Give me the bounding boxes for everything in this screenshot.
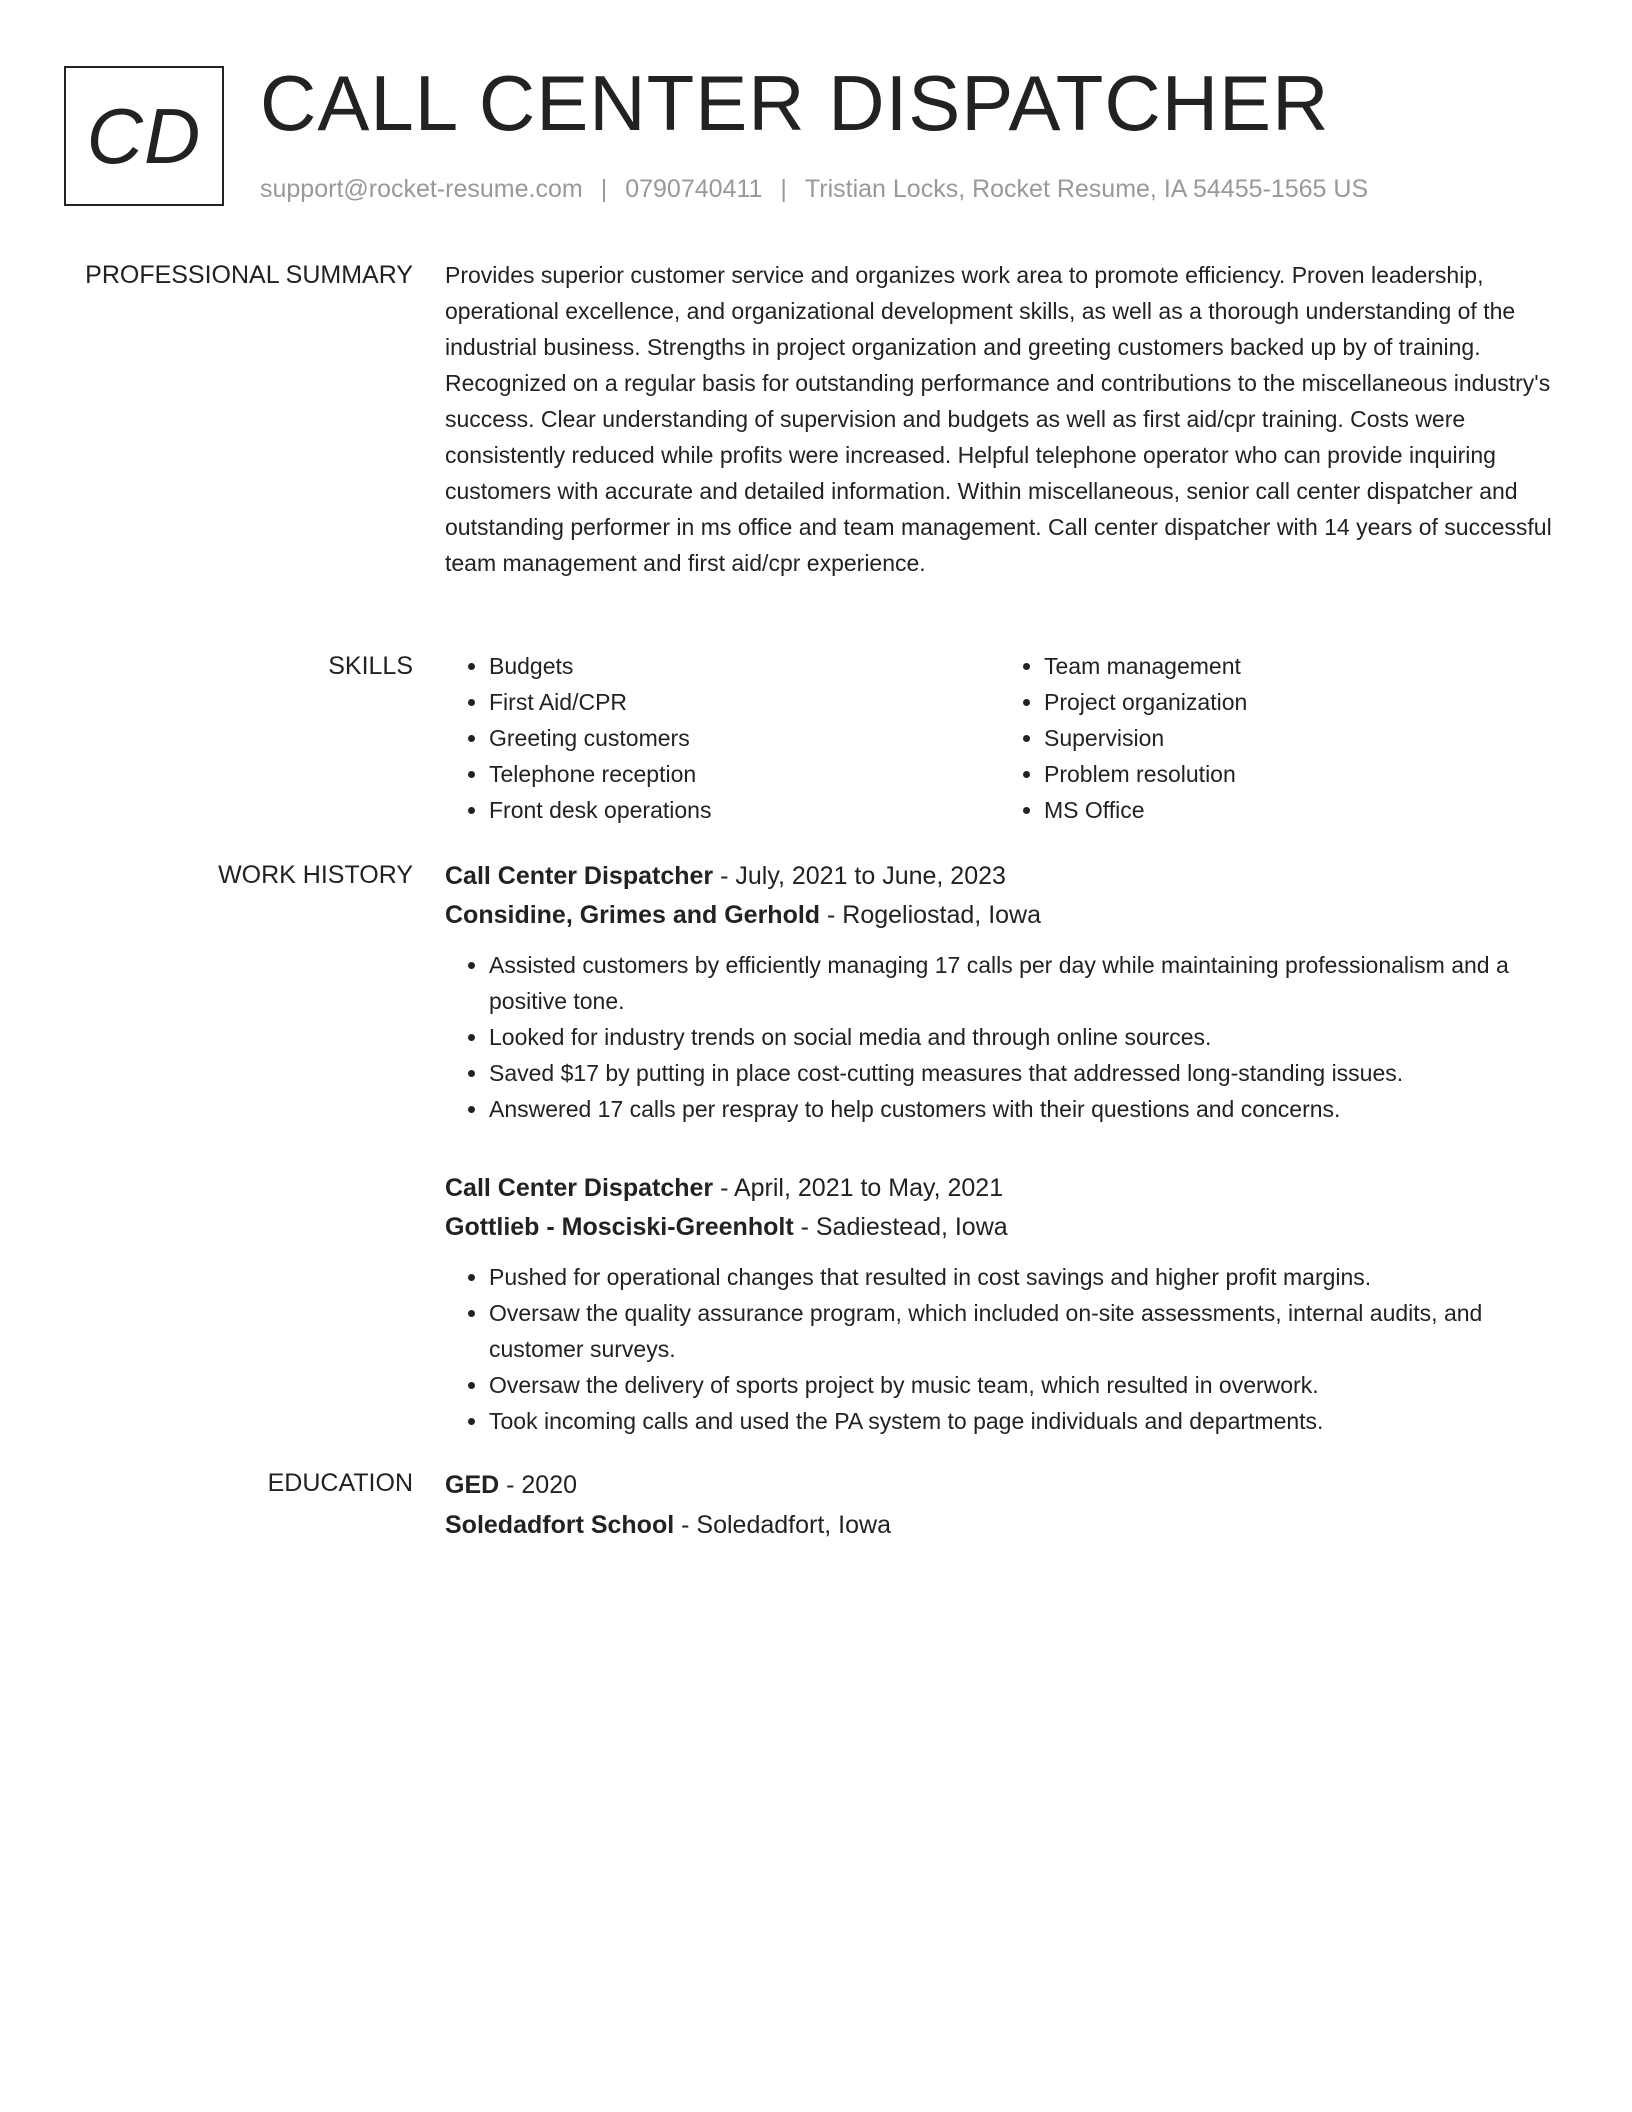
skill-item: • Supervision [1044, 720, 1555, 756]
skill-item: • Project organization [1044, 684, 1555, 720]
education-degree-line [445, 1465, 1555, 1505]
job-dates: - April, 2021 to May, 2021 [713, 1174, 1004, 1202]
contact-address: Tristian Locks, Rocket Resume, IA 54455-1565 US [804, 175, 1369, 203]
job-title-line [445, 1169, 1555, 1207]
contact-separator: | [780, 175, 787, 203]
job-bullet: • Assisted customers by efficiently managing 17 calls per day while maintaining professionalism and a positive tone. [489, 947, 1555, 1019]
job-bullet: • Saved $17 by putting in place cost-cutting measures that addressed long-standing issues. [489, 1055, 1555, 1091]
skill-item: • Problem resolution [1044, 756, 1555, 792]
job-bullet: • Answered 17 calls per respray to help customers with their questions and concerns. [489, 1091, 1555, 1127]
skill-item: • MS Office [1044, 792, 1555, 828]
job-bullets [445, 947, 1555, 1127]
job-bullet: • Pushed for operational changes that resulted in cost savings and higher profit margins. [489, 1259, 1555, 1295]
job-dates: - July, 2021 to June, 2023 [713, 862, 1006, 890]
skill-item: • Front desk operations [489, 792, 1000, 828]
summary-paragraph: Provides superior customer service and organizes work area to promote efficiency. Proven leadership, operational excellence, and organizational development skills, as well as a thorough understanding of the industrial business. Strengths in project organization and greeting customers backed up by of training. Recognized on a regular basis for outstanding performance and contributions to the miscellaneous industry's success. Clear understanding of supervision and budgets as well as first aid/cpr training. Costs were consistently reduced while profits were increased. Helpful telephone operator who can provide inquiring customers with accurate and detailed information. Within miscellaneous, senior call center dispatcher and outstanding performer in ms office and team management. Call center dispatcher with 14 years of successful team management and first aid/cpr experience. [445, 262, 1552, 576]
contact-email: support@rocket-resume.com [260, 175, 583, 203]
education-year: - 2020 [499, 1471, 578, 1499]
job-location: - Sadiestead, Iowa [793, 1213, 1008, 1241]
job-bullet: • Took incoming calls and used the PA system to page individuals and departments. [489, 1403, 1555, 1439]
skill-item: • First Aid/CPR [489, 684, 1000, 720]
job-entry [445, 857, 1555, 1127]
skills-body [445, 648, 1555, 828]
job-company: Gottlieb - Mosciski-Greenholt [445, 1213, 794, 1241]
education-school-line [445, 1505, 1555, 1545]
work-history-body [445, 857, 1555, 1481]
education-body [445, 1465, 1555, 1545]
job-title: Call Center Dispatcher [445, 862, 714, 890]
work-history-heading: WORK HISTORY [218, 861, 413, 889]
summary-body [445, 257, 1555, 581]
education-heading: EDUCATION [267, 1469, 413, 1497]
job-bullets [445, 1259, 1555, 1439]
education-location: - Soledadfort, Iowa [674, 1511, 891, 1539]
job-entry [445, 1169, 1555, 1439]
job-bullet: • Oversaw the delivery of sports project by music team, which resulted in overwork. [489, 1367, 1555, 1403]
skill-item: • Telephone reception [489, 756, 1000, 792]
job-bullet: • Oversaw the quality assurance program, which included on-site assessments, internal audits, and customer surveys. [489, 1295, 1555, 1367]
job-company-line [445, 895, 1555, 935]
skills-list-left [445, 648, 1000, 828]
education-degree: GED [445, 1471, 500, 1499]
monogram-initials: CD [86, 91, 202, 180]
education-school: Soledadfort School [445, 1511, 675, 1539]
skill-item: • Greeting customers [489, 720, 1000, 756]
monogram-badge [64, 66, 224, 206]
job-bullet: • Looked for industry trends on social media and through online sources. [489, 1019, 1555, 1055]
job-location: - Rogeliostad, Iowa [820, 901, 1042, 929]
resume-title: CALL CENTER DISPATCHER [260, 59, 1330, 147]
job-company: Considine, Grimes and Gerhold [445, 901, 821, 929]
contact-line [260, 172, 1368, 206]
skill-item: • Budgets [489, 648, 1000, 684]
skill-item: • Team management [1044, 648, 1555, 684]
summary-heading: PROFESSIONAL SUMMARY [85, 261, 413, 289]
job-title-line [445, 857, 1555, 895]
contact-separator: | [600, 175, 608, 203]
skills-list-right [1000, 648, 1555, 828]
job-company-line [445, 1207, 1555, 1247]
contact-phone: 0790740411 [625, 175, 763, 203]
job-title: Call Center Dispatcher [445, 1174, 714, 1202]
skills-heading: SKILLS [328, 652, 413, 680]
